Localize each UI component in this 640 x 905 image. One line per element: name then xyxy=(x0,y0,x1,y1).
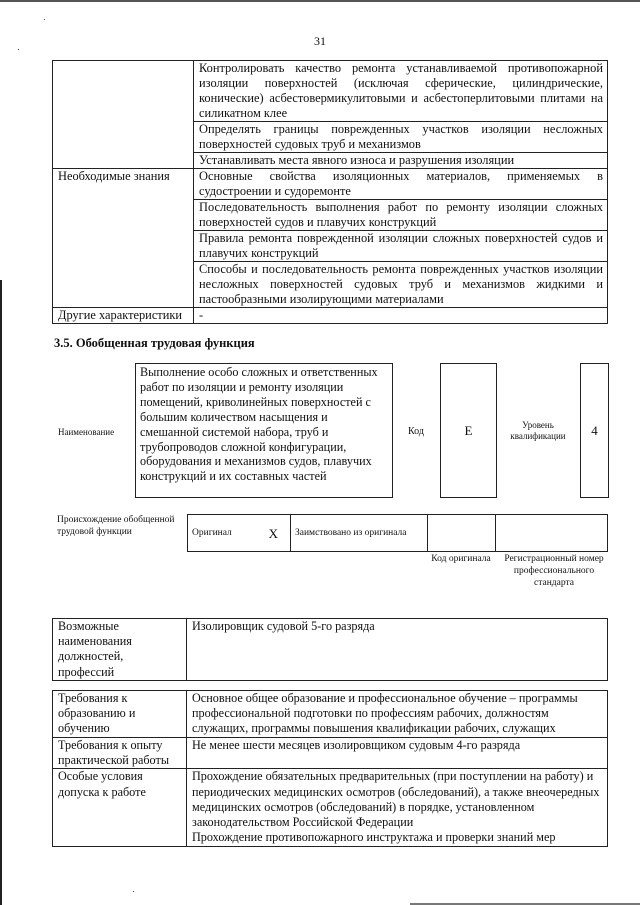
reg-number-cell xyxy=(496,515,608,552)
skill-item: Контролировать качество ремонта устанавливаемой противопожарной изоляции поверхностей (исключая сферические, цилиндрические, конические) асбестовермикулитовыми и асбестоперлитовыми плитами на силикатном клее xyxy=(194,61,608,122)
education-value: Основное общее образование и профессиональное обучение – программы профессиональной подготовки по профессиям рабочих, должностям служащих, программы повышения квалификации рабочих, служащих xyxy=(187,691,608,738)
row-label: Другие характеристики xyxy=(53,308,194,324)
origin-table xyxy=(187,514,608,552)
education-label: Требования к образованию и обучению xyxy=(53,691,187,738)
experience-label: Требования к опыту практической работы xyxy=(53,738,187,769)
table-row xyxy=(53,308,608,324)
name-label: Наименование xyxy=(58,427,115,437)
special-conditions-value-2: Прохождение противопожарного инструктажа и проверки знаний мер xyxy=(192,830,556,845)
knowledge-item: Последовательность выполнения работ по ремонту изоляции сложных поверхностей судов и плавучих конструкций xyxy=(194,200,608,231)
positions-label: Возможные наименования должностей, профессий xyxy=(53,619,187,681)
scan-speck xyxy=(18,49,19,50)
knowledge-item: Основные свойства изоляционных материалов, применяемых в судостроении и судоремонте xyxy=(194,169,608,200)
page-number: 31 xyxy=(314,34,326,48)
positions-table xyxy=(52,618,608,681)
section-title: 3.5. Обобщенная трудовая функция xyxy=(54,336,255,350)
table-row xyxy=(188,515,608,552)
knowledge-item: Способы и последовательность ремонта поврежденных участков изоляции несложных поверхностей судовых труб и механизмов жидкими и пастообразными изолирующими материалами xyxy=(194,262,608,308)
knowledge-item: Правила ремонта поврежденной изоляции сложных поверхностей судов и плавучих конструкций xyxy=(194,231,608,262)
scan-speck xyxy=(133,891,134,892)
scan-edge-left xyxy=(0,280,2,905)
special-conditions-value: Прохождение обязательных предварительных (при поступлении на работу) и периодических медицинских осмотров (обследований), а также внеочередных медицинских осмотров (обследований) в порядке, установленном законодательством Российской Федерации xyxy=(192,769,600,830)
table-row xyxy=(53,769,608,847)
row-label xyxy=(53,61,194,169)
table-row xyxy=(53,619,608,681)
scan-speck xyxy=(44,19,45,20)
code-value-box xyxy=(440,363,497,498)
table-row xyxy=(53,738,608,769)
original-mark: X xyxy=(268,525,278,541)
borrowed-label: Заимствовано из оригинала xyxy=(291,515,428,552)
original-label: Оригинал xyxy=(192,527,232,538)
special-conditions-label: Особые условия допуска к работе xyxy=(53,769,187,847)
level-label: Уровень квалификации xyxy=(510,420,566,441)
special-conditions-cell xyxy=(187,769,608,847)
level-value-box xyxy=(580,363,609,498)
origin-label: Происхождение обобщенной трудовой функции xyxy=(57,515,175,537)
positions-value: Изолировщик судовой 5-го разряда xyxy=(187,619,608,681)
level-value: 4 xyxy=(591,422,598,438)
code-label: Код xyxy=(408,426,424,437)
experience-value: Не менее шести месяцев изолировщиком судовым 4-го разряда xyxy=(187,738,608,769)
table-row xyxy=(53,691,608,738)
skill-item: Определять границы поврежденных участков изоляции несложных поверхностей судовых труб и механизмов xyxy=(194,122,608,153)
skill-item: Устанавливать места явного износа и разрушения изоляции xyxy=(194,153,608,169)
other-characteristics-value: - xyxy=(194,308,608,324)
original-cell xyxy=(188,515,291,552)
row-label: Необходимые знания xyxy=(53,169,194,308)
skills-knowledge-table xyxy=(52,60,608,324)
table-row xyxy=(53,61,608,122)
code-original-cell xyxy=(428,515,496,552)
caption-reg-number: Регистрационный номер профессионального стандарта xyxy=(504,554,604,588)
caption-code-original: Код оригинала xyxy=(431,554,491,564)
requirements-table xyxy=(52,690,608,847)
table-row xyxy=(53,169,608,200)
scan-edge-top xyxy=(0,0,640,2)
function-name-box: Выполнение особо сложных и ответственных работ по изоляции и ремонту изоляции помещений, криволинейных поверхностей с большим количеством насыщения и смешанной системой набора, труб и трубопроводов сложной конфигурации, оборудования и механизмов судов, плавучих конструкций и их составных частей xyxy=(135,363,393,498)
code-value: E xyxy=(464,422,473,438)
